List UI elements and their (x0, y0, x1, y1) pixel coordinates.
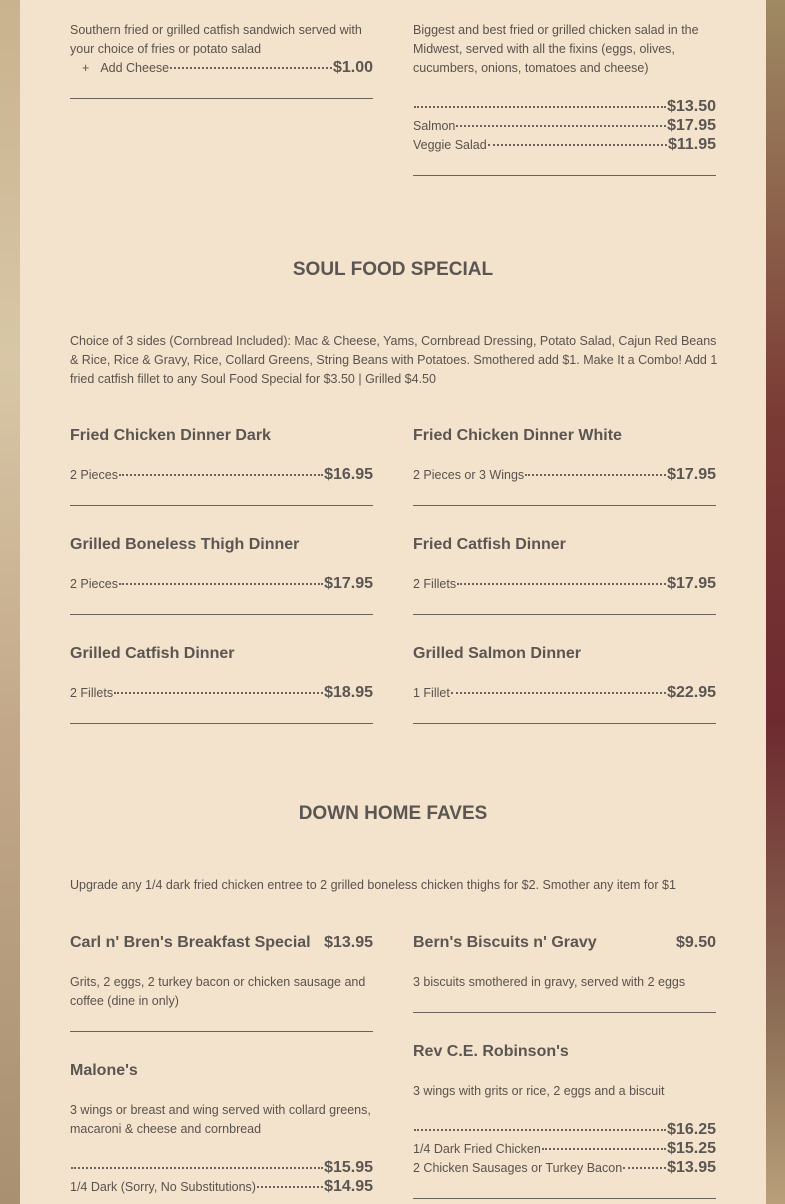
option-row (70, 684, 373, 703)
option-price: $17.95 (667, 117, 716, 134)
option-label: Veggie Salad (413, 138, 487, 152)
item-description: Southern fried or grilled catfish sandwich served with your choice of fries or potato salad (70, 23, 362, 56)
option-label: 2 Fillets (70, 686, 114, 700)
option-row (413, 684, 716, 703)
item-title: Carl n' Bren's Breakfast Special (70, 934, 311, 951)
option-price: $18.95 (324, 684, 373, 701)
dot-leader (623, 1167, 666, 1169)
dot-leader (414, 1129, 666, 1131)
option-label: 2 Fillets (413, 577, 457, 591)
option-price: $16.95 (324, 466, 373, 483)
option-label: Salmon (413, 119, 456, 133)
option-price: $14.95 (324, 1178, 373, 1195)
option-price: $15.25 (667, 1140, 716, 1157)
item-description: Grits, 2 eggs, 2 turkey bacon or chicken sausage and coffee (dine in only) (70, 975, 366, 1008)
divider (413, 175, 716, 176)
option-row (70, 575, 373, 594)
dot-leader (457, 583, 666, 585)
background-right (766, 0, 785, 1204)
option-price: $17.95 (667, 575, 716, 592)
divider (413, 505, 716, 506)
item-title: Fried Chicken Dinner White (413, 427, 622, 444)
section-description: Upgrade any 1/4 dark fried chicken entree to 2 grilled boneless chicken thighs for $2. Smother any item for $1 (70, 878, 676, 892)
item-title: Fried Catfish Dinner (413, 536, 566, 553)
dot-leader (119, 583, 323, 585)
divider (413, 1012, 716, 1013)
item-title: Grilled Boneless Thigh Dinner (70, 536, 300, 553)
divider (70, 505, 373, 506)
option-label: 2 Pieces (70, 577, 118, 591)
option-label: 1/4 Dark (Sorry, No Substitutions) (70, 1180, 256, 1194)
divider (70, 1031, 373, 1032)
option-row (413, 466, 716, 485)
option-price: $13.95 (667, 1159, 716, 1176)
section-heading: SOUL FOOD SPECIAL (292, 259, 494, 280)
dot-leader (542, 1148, 666, 1150)
option-price: $22.95 (667, 684, 716, 701)
option-label: 1/4 Dark Fried Chicken (413, 1142, 541, 1156)
divider (70, 98, 373, 99)
item-description: Biggest and best fried or grilled chicken salad in the Midwest, served with all the fixins (eggs, olives, cucumbers, onions, tomatoes and cheese) (413, 23, 699, 75)
option-row (413, 117, 716, 136)
item-title: Grilled Salmon Dinner (413, 645, 582, 662)
option-label: 2 Chicken Sausages or Turkey Bacon (413, 1161, 623, 1175)
option-row (70, 1178, 373, 1197)
addon-price: $1.00 (332, 59, 373, 76)
option-row (413, 1140, 716, 1159)
item-title: Rev C.E. Robinson's (413, 1043, 569, 1060)
item-title: Fried Chicken Dinner Dark (70, 427, 271, 444)
section-heading: DOWN HOME FAVES (298, 803, 488, 824)
item-title: Grilled Catfish Dinner (70, 645, 235, 662)
option-row (70, 466, 373, 485)
dot-leader (488, 144, 667, 146)
divider (413, 614, 716, 615)
option-row (70, 1159, 373, 1178)
option-label: 2 Pieces (70, 468, 118, 482)
option-row (413, 1159, 716, 1178)
background-left (0, 0, 20, 1204)
item-price: $13.95 (324, 934, 373, 951)
dot-leader (525, 474, 666, 476)
item-description: 3 biscuits smothered in gravy, served with 2 eggs (413, 975, 686, 989)
dot-leader (170, 67, 332, 69)
option-price: $17.95 (667, 466, 716, 483)
item-description: 3 wings or breast and wing served with collard greens, macaroni & cheese and cornbread (70, 1103, 371, 1136)
divider (70, 614, 373, 615)
option-price: $16.25 (667, 1121, 716, 1138)
option-label: 2 Pieces or 3 Wings (413, 468, 525, 482)
divider (413, 723, 716, 724)
item-title: Malone's (70, 1062, 138, 1079)
dot-leader (451, 692, 666, 694)
option-row (413, 136, 716, 155)
section-description: Choice of 3 sides (Cornbread Included): Mac & Cheese, Yams, Cornbread Dressing, Potato Salad, Cajun Red Beans & Rice, Rice & Gravy, Rice, Collard Greens, String Beans with Potatoes. Smothered add $1. Make It a Combo! Add 1 fried catfish fillet to any Soul Food Special for $3.50 | Grilled $4.50 (70, 334, 718, 386)
item-price: $9.50 (675, 934, 716, 951)
dot-leader (71, 1167, 323, 1169)
dot-leader (456, 125, 666, 127)
dot-leader (414, 106, 666, 108)
option-price: $17.95 (324, 575, 373, 592)
dot-leader (114, 692, 323, 694)
divider (70, 723, 373, 724)
menu-panel (20, 0, 766, 1204)
addon-row (82, 59, 373, 78)
divider (413, 1198, 716, 1199)
option-price: $11.95 (667, 136, 716, 153)
item-title: Bern's Biscuits n' Gravy (413, 934, 597, 951)
option-price: $13.50 (667, 98, 716, 115)
option-row (413, 98, 716, 117)
plus-icon: + (82, 61, 90, 75)
item-description: 3 wings with grits or rice, 2 eggs and a biscuit (413, 1084, 665, 1098)
option-label: 1 Fillet (413, 686, 450, 700)
option-price: $15.95 (324, 1159, 373, 1176)
option-row (413, 1121, 716, 1140)
dot-leader (119, 474, 323, 476)
addon-label: Add Cheese (100, 61, 170, 75)
option-row (413, 575, 716, 594)
dot-leader (257, 1186, 323, 1188)
